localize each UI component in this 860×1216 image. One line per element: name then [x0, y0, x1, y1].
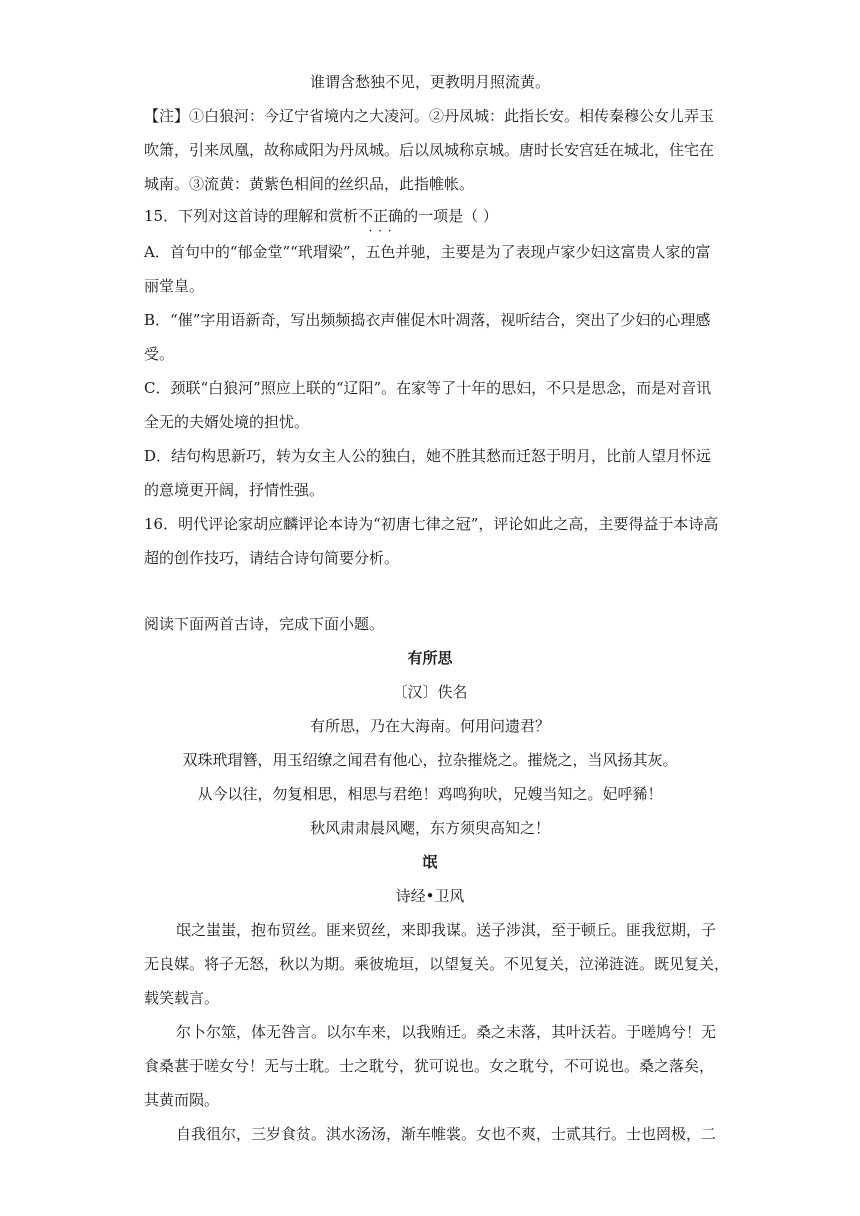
question-15-stem-start: 15．下列对这首诗的理解和赏析	[144, 207, 359, 225]
option-d-line-1: D．结句构思新巧，转为女主人公的独白，她不胜其愁而迁怒于明月，比前人望月怀远	[144, 447, 712, 465]
option-c-line-1: C．颈联“白狼河”照应上联的“辽阳”。在家等了十年的思妇，不只是思念，而是对音讯	[144, 379, 712, 397]
poem-a-line-4: 秋风肃肃晨风飔，东方须臾高知之！	[309, 819, 550, 837]
option-a-line-2: 丽堂皇。	[144, 277, 205, 295]
question-16-line-2: 超的创作技巧，请结合诗句简要分析。	[144, 549, 400, 567]
option-b-line-1: B．“催”字用语新奇，写出频频捣衣声催促木叶凋落，视听结合，突出了少妇的心理感	[144, 311, 711, 329]
poem-b-stanza-1-line-1: 氓之蚩蚩，抱布贸丝。匪来贸丝，来即我谋。送子涉淇，至于顿丘。匪我愆期，子	[176, 921, 717, 939]
poem-a-author: 〔汉〕佚名	[392, 683, 468, 701]
poem-closing-line: 谁谓含愁独不见，更教明月照流黄。	[309, 73, 550, 91]
poem-b-title: 氓	[422, 853, 438, 871]
poem-b-author: 诗经•卫风	[395, 887, 465, 905]
emphasis-not-correct: 不正确 · · ·	[358, 206, 403, 226]
question-16-line-1: 16．明代评论家胡应麟评论本诗为“初唐七律之冠”，评论如此之高，主要得益于本诗高	[144, 515, 719, 533]
option-d-line-2: 的意境更开阔，抒情性强。	[144, 481, 325, 499]
poem-a-title: 有所思	[407, 649, 453, 667]
poem-b-stanza-3-line-1: 自我徂尔，三岁食贫。淇水汤汤，渐车帷裳。女也不爽，士贰其行。士也罔极，二	[176, 1125, 717, 1143]
poem-b-stanza-2-line-3: 其黄而陨。	[144, 1091, 220, 1109]
note-line-2: 吹箫，引来凤凰，故称咸阳为丹凤城。后以凤城称京城。唐时长安宫廷在城北，住宅在	[144, 141, 715, 159]
question-15-stem	[144, 206, 498, 226]
note-line-1: 【注】①白狼河：今辽宁省境内之大凌河。②丹凤城：此指长安。相传秦穆公女儿弄玉	[144, 107, 715, 125]
poem-b-stanza-1-line-3: 载笑载言。	[144, 989, 220, 1007]
poem-b-stanza-2-line-1: 尔卜尔筮，体无咎言。以尔车来，以我贿迁。桑之未落，其叶沃若。于嗟鸠兮！无	[176, 1023, 717, 1041]
reading-instructions: 阅读下面两首古诗，完成下面小题。	[144, 615, 385, 633]
option-c-line-2: 全无的夫婿处境的担忧。	[144, 413, 310, 431]
note-line-3: 城南。③流黄：黄紫色相间的丝织品，此指帷帐。	[144, 175, 475, 193]
option-a-line-1: A．首句中的“郁金堂”“玳瑁梁”，五色并驰，主要是为了表现卢家少妇这富贵人家的富	[144, 243, 711, 261]
poem-a-line-2: 双珠玳瑁簪，用玉绍缭之闻君有他心，拉杂摧烧之。摧烧之，当风扬其灰。	[182, 751, 678, 769]
poem-a-line-3: 从今以往，勿复相思，相思与君绝！鸡鸣狗吠，兄嫂当知之。妃呼豨！	[197, 785, 663, 803]
poem-b-stanza-2-line-2: 食桑葚于嗟女兮！无与士耽。士之耽兮，犹可说也。女之耽兮，不可说也。桑之落矣，	[144, 1057, 715, 1075]
poem-b-stanza-1-line-2: 无良媒。将子无怒，秋以为期。乘彼垝垣，以望复关。不见复关，泣涕涟涟。既见复关，	[144, 955, 730, 973]
poem-a-line-1: 有所思，乃在大海南。何用问遗君？	[309, 717, 550, 735]
option-b-line-2: 受。	[144, 345, 175, 363]
question-15-stem-end: 的一项是（ ）	[403, 207, 498, 225]
